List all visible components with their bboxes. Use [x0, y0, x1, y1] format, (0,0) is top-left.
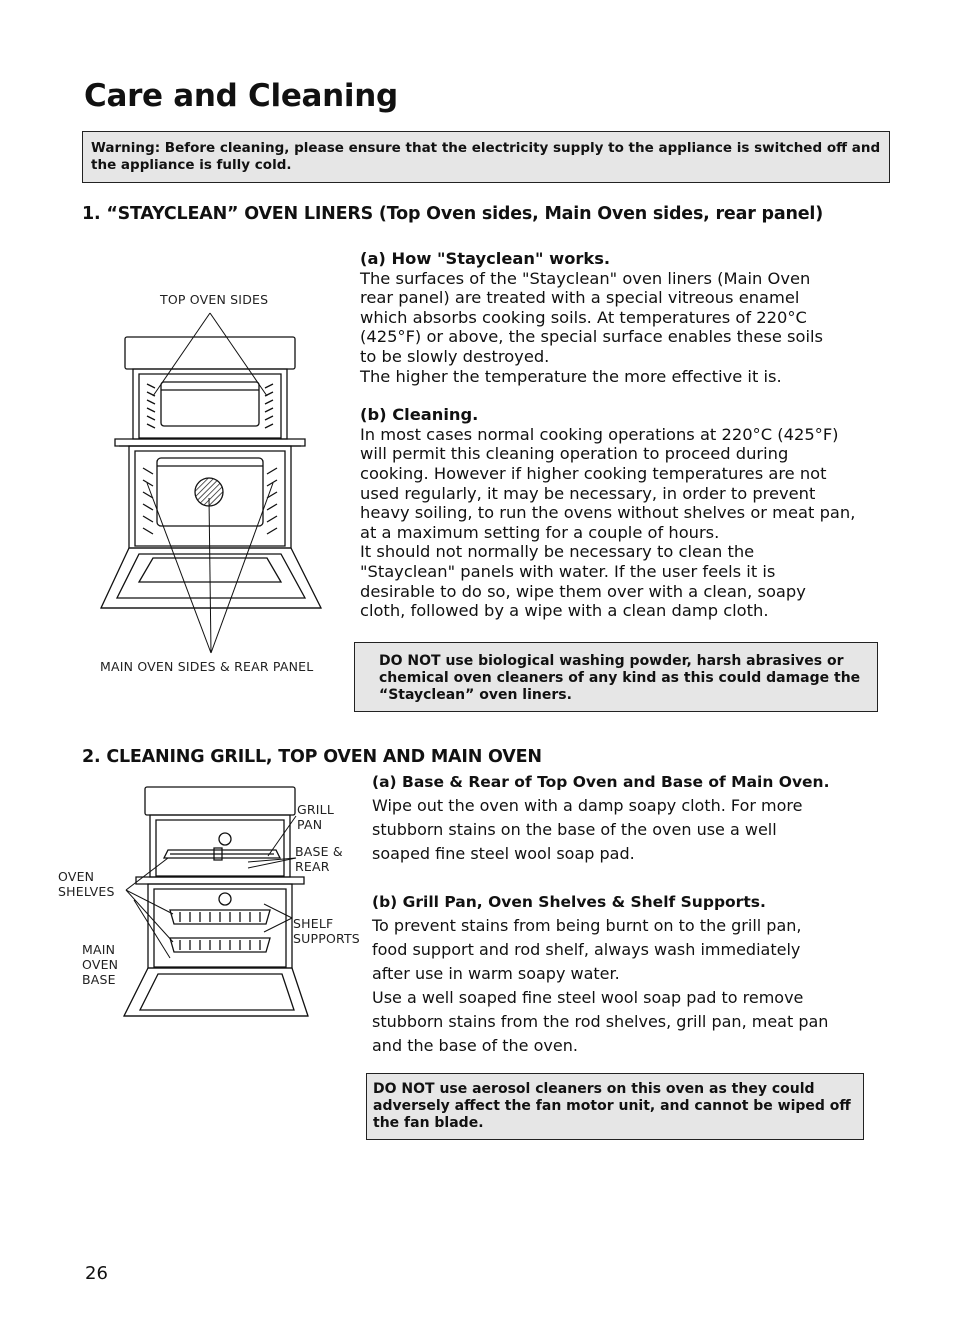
section1-b-line: cloth, followed by a wipe with a clean damp cloth.	[360, 601, 769, 621]
section1-b-line: It should not normally be necessary to clean the	[360, 542, 755, 562]
label-main-oven-base-line: BASE	[82, 972, 116, 987]
section2-b-line: food support and rod shelf, always wash immediately	[372, 940, 801, 959]
stayclean-note-box: DO NOT use biological washing powder, harsh abrasives or chemical oven cleaners of any kind as this could damage the “Stayclean” oven liners.	[354, 642, 878, 712]
label-oven-shelves-line: SHELVES	[58, 884, 115, 899]
warning-box: Warning: Before cleaning, please ensure that the electricity supply to the appliance is switched off and the appliance is fully cold.	[82, 131, 890, 183]
section2-heading: 2. CLEANING GRILL, TOP OVEN AND MAIN OVEN	[82, 747, 542, 767]
aerosol-note-box: DO NOT use aerosol cleaners on this oven as they could adversely affect the fan motor unit, and cannot be wiped off the fan blade.	[366, 1073, 864, 1140]
label-main-oven-base	[82, 942, 118, 987]
section1-a-line: rear panel) are treated with a special vitreous enamel	[360, 288, 800, 308]
section2-b-line: stubborn stains from the rod shelves, grill pan, meat pan	[372, 1012, 829, 1031]
section1-a-heading: (a) How "Stayclean" works.	[360, 249, 611, 268]
section2-a-line: soaped fine steel wool soap pad.	[372, 844, 635, 863]
page-title: Care and Cleaning	[84, 78, 398, 114]
section2-a-heading: (a) Base & Rear of Top Oven and Base of Main Oven.	[372, 773, 830, 791]
section2-b-line: and the base of the oven.	[372, 1036, 578, 1055]
section2-b-line: To prevent stains from being burnt on to the grill pan,	[372, 916, 802, 935]
section1-a-line: The higher the temperature the more effective it is.	[360, 366, 782, 386]
section1-b-line: "Stayclean" panels with water. If the user feels it is	[360, 561, 776, 581]
label-shelf-supports-line: SUPPORTS	[293, 931, 360, 946]
label-main-oven-base-line: OVEN	[82, 957, 119, 972]
oven-liners-illustration	[95, 308, 335, 658]
label-grill-pan-line: PAN	[297, 817, 323, 832]
section1-b-line: used regularly, it may be necessary, in order to prevent	[360, 483, 816, 503]
section1-text	[360, 249, 880, 621]
label-main-oven-base-line: MAIN	[82, 942, 116, 957]
section2-text	[372, 770, 892, 1058]
section2-b-line: Use a well soaped fine steel wool soap pad to remove	[372, 988, 804, 1007]
section2-a-line: stubborn stains on the base of the oven use a well	[372, 820, 777, 839]
section1-a-line: The surfaces of the "Stayclean" oven liners (Main Oven	[360, 268, 811, 288]
label-main-oven-sides: MAIN OVEN SIDES & REAR PANEL	[100, 659, 314, 674]
grill-oven-illustration	[118, 786, 338, 1022]
section1-heading: 1. “STAYCLEAN” OVEN LINERS (Top Oven sides, Main Oven sides, rear panel)	[82, 204, 823, 224]
section1-a-line: to be slowly destroyed.	[360, 346, 550, 366]
section2-b-line: after use in warm soapy water.	[372, 964, 620, 983]
label-top-oven-sides: TOP OVEN SIDES	[160, 292, 269, 307]
section1-b-line: will permit this cleaning operation to proceed during	[360, 444, 789, 464]
label-grill-pan-line: GRILL	[297, 802, 334, 817]
section1-b-line: cooking. However if higher cooking temperatures are not	[360, 463, 827, 483]
label-base-rear-line: BASE &	[295, 844, 343, 859]
label-shelf-supports-line: SHELF	[293, 916, 334, 931]
label-oven-shelves-line: OVEN	[58, 869, 95, 884]
section1-b-line: at a maximum setting for a couple of hours.	[360, 522, 720, 542]
section1-b-line: desirable to do so, wipe them over with a clean, soapy	[360, 581, 806, 601]
section2-b-heading: (b) Grill Pan, Oven Shelves & Shelf Supports.	[372, 893, 766, 911]
section1-b-line: In most cases normal cooking operations at 220°C (425°F)	[360, 424, 839, 444]
section1-b-line: heavy soiling, to run the ovens without shelves or meat pan,	[360, 503, 856, 523]
page-number: 26	[85, 1263, 108, 1284]
section1-a-line: which absorbs cooking soils. At temperatures of 220°C	[360, 307, 807, 327]
label-base-rear-line: REAR	[295, 859, 330, 874]
label-oven-shelves	[58, 869, 115, 899]
section1-b-heading: (b) Cleaning.	[360, 405, 479, 425]
section2-a-line: Wipe out the oven with a damp soapy cloth. For more	[372, 796, 803, 815]
section1-a-line: (425°F) or above, the special surface enables these soils	[360, 327, 824, 347]
